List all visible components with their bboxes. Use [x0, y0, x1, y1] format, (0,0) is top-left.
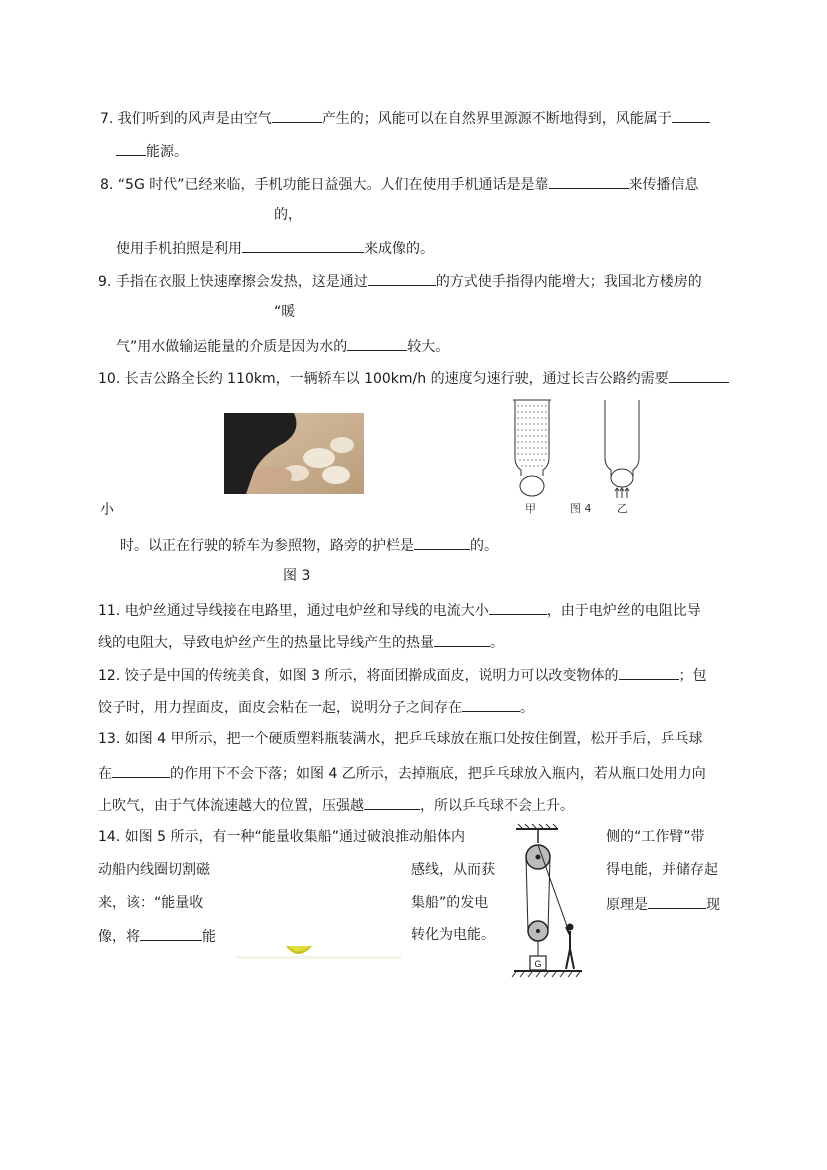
bottle-figure: [505, 398, 640, 514]
q11-text-d: 。: [490, 635, 504, 651]
q14-line4b: 转化为电能。: [411, 927, 495, 943]
dumpling-photo: [224, 413, 364, 494]
q14-text-d2: 能: [202, 929, 216, 945]
q13-text-e: ，所以乒乓球不会上升。: [420, 798, 574, 814]
q7-text-b: 产生的；风能可以在自然界里源源不断地得到，风能属于: [321, 111, 672, 127]
q9-text-e: 较大。: [407, 339, 450, 355]
q9-text-b: 的方式使手指得内能增大；我国北方楼房的: [435, 274, 702, 290]
q8-text-b: 来传播信息: [628, 177, 699, 193]
q7-text-a: 7. 我们听到的风声是由空气: [100, 111, 272, 127]
q9-line1: [98, 271, 702, 291]
q12-line1: [98, 665, 707, 685]
q7-blank-1[interactable]: [272, 108, 322, 123]
q9-blank-2[interactable]: [347, 336, 407, 351]
q9-line3: [116, 336, 449, 356]
fig3-caption: 图 3: [283, 568, 311, 584]
q8-line2: 的，: [274, 207, 302, 223]
q11-line1: [98, 600, 701, 620]
q12-text-b: ；包: [678, 668, 707, 684]
q8-text-a: 8. “5G 时代”已经来临，手机功能日益强大。人们在使用手机通话是是靠: [100, 177, 549, 193]
q10-text-a: 10. 长吉公路全长约 110km，一辆轿车以 100km/h 的速度匀速行驶，通过长吉公路约需要: [98, 371, 669, 387]
q13-text-d: 上吹气，由于气体流速越大的位置，压强越: [98, 798, 364, 814]
q14-blank-2[interactable]: [140, 926, 202, 941]
q14-text-c3: 原理是: [606, 897, 648, 913]
q13-line3: [98, 795, 574, 815]
pulley-figure: [508, 823, 584, 978]
pulley-box-label: G: [534, 959, 542, 969]
q8-line1: [100, 174, 699, 194]
q8-text-e: 来成像的。: [364, 241, 434, 257]
q10-text-d: 的。: [470, 538, 498, 554]
fig4-label-jia: 甲: [525, 502, 536, 515]
q7-blank-2a[interactable]: [672, 108, 710, 123]
q10-blank-2[interactable]: [414, 535, 470, 550]
q14-line2c: 得电能，并储存起: [606, 862, 718, 878]
q9-line2: “暖: [274, 304, 296, 320]
q10-line3: [120, 535, 498, 555]
q12-blank-2[interactable]: [462, 697, 520, 712]
q10-line2: 小: [100, 502, 114, 518]
q12-text-c: 饺子时，用力捏面皮，面皮会粘在一起，说明分子之间存在: [98, 700, 462, 716]
q11-blank-2[interactable]: [434, 632, 490, 647]
q7-line1: [100, 108, 710, 128]
q7-line2: [116, 141, 188, 161]
q7-text-c: 能源。: [146, 144, 188, 160]
q14-line1b: 侧的“工作臂”带: [606, 829, 705, 845]
q12-line2: [98, 697, 534, 717]
q11-text-a: 11. 电炉丝通过导线接在电路里，通过电炉丝和导线的电流大小: [98, 603, 489, 619]
q13-line2: [98, 763, 706, 783]
q8-blank-1[interactable]: [549, 174, 629, 189]
q10-text-c: 时。以正在行驶的轿车为参照物，路旁的护栏是: [120, 538, 414, 554]
q11-text-b: ，由于电炉丝的电阻比导: [546, 603, 701, 619]
q7-blank-2b[interactable]: [116, 141, 146, 156]
q14-blank-1[interactable]: [648, 894, 706, 909]
q14-line2b: 感线，从而获: [411, 862, 495, 878]
q11-text-c: 线的电阻大，导致电炉丝产生的热量比导线产生的热量: [98, 635, 434, 651]
q12-text-d: 。: [520, 700, 534, 716]
q8-blank-2[interactable]: [242, 238, 364, 253]
q9-text-d: 气”用水做输运能量的介质是因为水的: [116, 339, 348, 355]
q14-text-c4: 现: [706, 897, 720, 913]
q12-blank-1[interactable]: [619, 665, 679, 680]
q13-line1: 13. 如图 4 甲所示，把一个硬质塑料瓶装满水，把乒乓球放在瓶口处按住倒置，松开手后，乒乓球: [98, 731, 703, 747]
ship-figure-fragment: [236, 946, 401, 960]
q10-line1: [98, 368, 729, 388]
q14-line3b: 集船”的发电: [411, 895, 489, 911]
q9-text-a: 9. 手指在衣服上快速摩擦会发热，这是通过: [98, 274, 368, 290]
q8-line3: [116, 238, 434, 258]
q8-text-d: 使用手机拍照是利用: [116, 241, 242, 257]
q14-text-d1: 像，将: [98, 929, 140, 945]
q14-line2a: 动船内线圈切割磁: [98, 862, 210, 878]
q9-blank-1[interactable]: [368, 271, 436, 286]
q13-text-c: 的作用下不会下落；如图 4 乙所示，去掉瓶底，把乒乓球放入瓶内，若从瓶口处用力向: [170, 766, 706, 782]
q14-line3a: 来，该：“能量收: [98, 895, 204, 911]
fig4-caption: 图 4: [570, 502, 592, 515]
q14-line3c: [606, 894, 720, 914]
q12-text-a: 12. 饺子是中国的传统美食，如图 3 所示，将面团擀成面皮，说明力可以改变物体的: [98, 668, 619, 684]
q11-line2: [98, 632, 504, 652]
q11-blank-1[interactable]: [489, 600, 547, 615]
q13-text-b: 在: [98, 766, 112, 782]
q13-blank-2[interactable]: [364, 795, 420, 810]
q13-blank-1[interactable]: [112, 763, 170, 778]
q10-blank-1[interactable]: [669, 368, 729, 383]
fig4-label-yi: 乙: [617, 502, 628, 515]
q14-line1a: 14. 如图 5 所示，有一种“能量收集船”通过破浪推动船体内: [98, 829, 466, 845]
q14-line4a: [98, 926, 216, 946]
